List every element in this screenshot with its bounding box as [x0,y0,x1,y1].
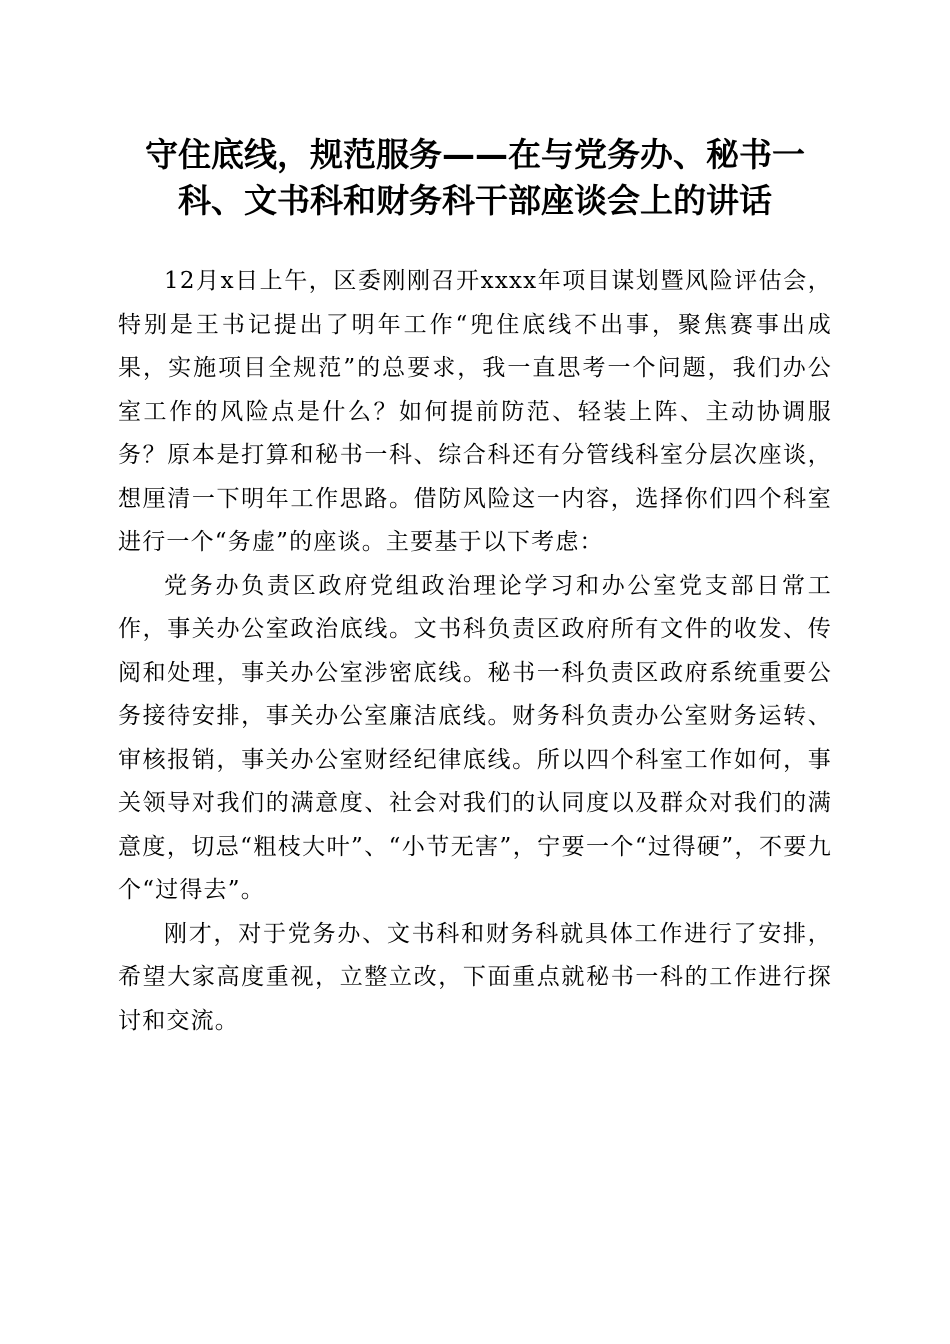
document-title-line-1: 守住底线，规范服务——在与党务办、秘书一 [145,135,805,174]
paragraph-3: 刚才，对于党务办、文书科和财务科就具体工作进行了安排，希望大家高度重视，立整立改，下面重点就秘书一科的工作进行探讨和交流。 [118,920,832,1034]
document-title [118,132,832,224]
paragraph-1: 12月x日上午，区委刚刚召开xxxx年项目谋划暨风险评估会，特别是王书记提出了明年工作“兜住底线不出事，聚焦赛事出成果，实施项目全规范”的总要求，我一直思考一个问题，我们办公室工作的风险点是什么？如何提前防范、轻装上阵、主动协调服务？原本是打算和秘书一科、综合科还有分管线科室分层次座谈，想厘清一下明年工作思路。借防风险这一内容，选择你们四个科室进行一个“务虚”的座谈。主要基于以下考虑： [118,268,832,555]
document-title-line-2: 科、文书科和财务科干部座谈会上的讲话 [178,181,772,220]
paragraph-2: 党务办负责区政府党组政治理论学习和办公室党支部日常工作，事关办公室政治底线。文书科负责区政府所有文件的收发、传阅和处理，事关办公室涉密底线。秘书一科负责区政府系统重要公务接待安排，事关办公室廉洁底线。财务科负责办公室财务运转、审核报销，事关办公室财经纪律底线。所以四个科室工作如何，事关领导对我们的满意度、社会对我们的认同度以及群众对我们的满意度，切忌“粗枝大叶”、“小节无害”，宁要一个“过得硬”，不要九个“过得去”。 [118,572,832,903]
